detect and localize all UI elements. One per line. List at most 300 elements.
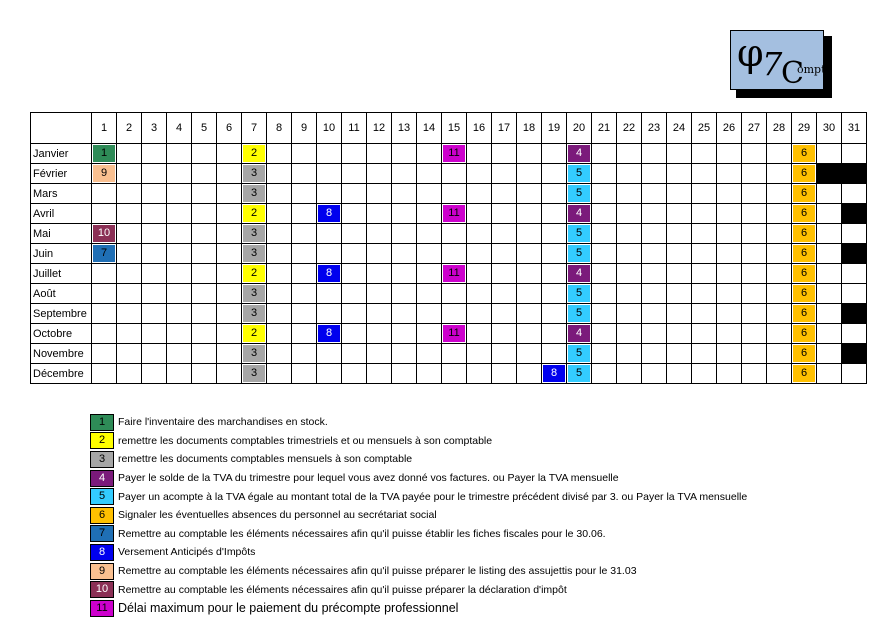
day-cell [592,184,617,204]
deadline-code: 11 [443,325,465,342]
day-cell [342,344,367,364]
day-cell [692,324,717,344]
day-cell [542,284,567,304]
day-cell [342,264,367,284]
day-cell [592,284,617,304]
day-header: 24 [667,113,692,144]
legend-code-box: 10 [90,581,114,598]
day-cell [817,184,842,204]
month-row [31,344,867,364]
day-header: 8 [267,113,292,144]
day-cell [517,184,542,204]
day-cell [642,184,667,204]
month-label: Juillet [31,264,92,284]
logo-seven: 7 [762,45,783,83]
month-label: Novembre [31,344,92,364]
deadline-cell [567,304,592,324]
day-cell [317,164,342,184]
day-cell [592,364,617,384]
deadline-code: 11 [443,265,465,282]
deadline-cell [567,324,592,344]
day-cell [317,284,342,304]
month-label: Janvier [31,144,92,164]
deadline-code: 2 [243,265,265,282]
day-cell [267,244,292,264]
day-cell [617,344,642,364]
day-cell [842,284,867,304]
day-cell [367,304,392,324]
day-cell [517,244,542,264]
day-cell [217,304,242,324]
deadline-code: 5 [568,185,590,202]
day-cell [542,224,567,244]
day-cell [392,284,417,304]
legend-text: Remettre au comptable les éléments nécessaires afin qu'il puisse établir les fiches fiscales pour le 30.06. [118,527,606,540]
day-cell [217,244,242,264]
day-cell [667,164,692,184]
deadline-code: 8 [543,365,565,382]
day-cell [317,144,342,164]
day-cell [467,164,492,184]
day-cell [492,144,517,164]
day-cell [317,184,342,204]
legend-text: Payer le solde de la TVA du trimestre pour lequel vous avez donné vos factures. ou Payer la TVA mensuelle [118,472,619,485]
legend-code-box: 7 [90,525,114,542]
month-label: Septembre [31,304,92,324]
day-cell [517,164,542,184]
day-cell [667,284,692,304]
day-cell [692,284,717,304]
day-cell [117,144,142,164]
day-cell [742,204,767,224]
deadline-cell [442,144,467,164]
deadline-code: 3 [243,245,265,262]
day-cell [117,184,142,204]
logo-c: C [781,56,804,91]
deadline-code: 5 [568,285,590,302]
day-cell [367,204,392,224]
day-cell [592,304,617,324]
day-cell [267,224,292,244]
day-cell [417,164,442,184]
day-cell [392,364,417,384]
deadline-code: 3 [243,285,265,302]
day-cell [117,284,142,304]
unused-day-cell [842,164,867,184]
day-cell [167,164,192,184]
day-cell [617,224,642,244]
deadline-cell [792,144,817,164]
day-cell [617,264,642,284]
day-cell [467,324,492,344]
day-header: 25 [692,113,717,144]
month-label: Février [31,164,92,184]
day-cell [467,244,492,264]
day-cell [467,344,492,364]
day-cell [192,184,217,204]
day-cell [717,344,742,364]
day-cell [192,264,217,284]
day-cell [417,204,442,224]
header-row [31,113,867,144]
day-cell [292,364,317,384]
day-header: 3 [142,113,167,144]
deadline-code: 11 [443,205,465,222]
deadline-cell [792,164,817,184]
deadline-code: 6 [793,145,815,162]
day-cell [292,264,317,284]
day-cell [842,184,867,204]
legend-code-box: 1 [90,414,114,431]
day-cell [692,364,717,384]
day-cell [542,244,567,264]
day-cell [317,304,342,324]
day-header: 16 [467,113,492,144]
day-cell [442,224,467,244]
day-cell [292,164,317,184]
day-cell [167,184,192,204]
day-cell [267,344,292,364]
deadline-cell [92,164,117,184]
day-cell [492,324,517,344]
day-cell [492,344,517,364]
deadline-code: 5 [568,165,590,182]
day-cell [267,144,292,164]
deadline-code: 6 [793,165,815,182]
deadline-cell [567,204,592,224]
day-cell [592,144,617,164]
day-cell [742,264,767,284]
day-cell [492,364,517,384]
deadline-code: 3 [243,225,265,242]
day-cell [367,364,392,384]
legend-text: Versement Anticipés d'Impôts [118,546,256,559]
day-cell [117,264,142,284]
day-cell [367,324,392,344]
day-cell [467,304,492,324]
deadline-code: 3 [243,365,265,382]
day-cell [392,204,417,224]
day-cell [492,304,517,324]
month-row [31,324,867,344]
day-cell [367,144,392,164]
day-cell [267,364,292,384]
month-label: Décembre [31,364,92,384]
day-cell [417,244,442,264]
deadline-cell [792,184,817,204]
day-cell [467,264,492,284]
day-cell [342,204,367,224]
deadline-code: 8 [318,325,340,342]
day-cell [542,164,567,184]
unused-day-cell [842,344,867,364]
day-cell [717,324,742,344]
day-cell [292,344,317,364]
day-cell [442,284,467,304]
deadline-code: 4 [568,205,590,222]
deadline-code: 3 [243,345,265,362]
day-cell [392,264,417,284]
day-cell [267,184,292,204]
day-cell [817,324,842,344]
day-header: 11 [342,113,367,144]
day-header: 26 [717,113,742,144]
day-cell [667,184,692,204]
day-cell [542,204,567,224]
day-header: 13 [392,113,417,144]
day-cell [217,264,242,284]
deadline-cell [792,304,817,324]
day-cell [492,244,517,264]
day-cell [267,284,292,304]
day-cell [167,224,192,244]
corner-cell [31,113,92,144]
day-cell [742,344,767,364]
day-cell [717,264,742,284]
day-cell [842,144,867,164]
day-cell [142,304,167,324]
day-cell [342,164,367,184]
day-cell [267,324,292,344]
day-cell [767,324,792,344]
day-cell [417,324,442,344]
day-cell [742,144,767,164]
day-cell [217,224,242,244]
legend-text: Faire l'inventaire des marchandises en stock. [118,416,328,429]
day-cell [192,304,217,324]
day-cell [742,324,767,344]
legend-text: remettre les documents comptables mensuels à son comptable [118,453,413,466]
deadline-code: 2 [243,205,265,222]
legend-item [90,413,747,432]
day-cell [692,224,717,244]
day-cell [717,224,742,244]
day-header: 29 [792,113,817,144]
day-cell [742,244,767,264]
day-cell [142,164,167,184]
day-cell [817,344,842,364]
day-cell [192,144,217,164]
day-cell [292,324,317,344]
day-cell [717,184,742,204]
day-cell [442,304,467,324]
day-cell [492,204,517,224]
day-cell [117,204,142,224]
day-cell [392,324,417,344]
day-cell [817,244,842,264]
day-cell [342,184,367,204]
deadline-code: 5 [568,225,590,242]
day-cell [367,264,392,284]
day-cell [717,364,742,384]
day-cell [192,364,217,384]
day-cell [192,204,217,224]
deadline-cell [542,364,567,384]
day-cell [592,324,617,344]
day-cell [742,304,767,324]
day-header: 15 [442,113,467,144]
deadline-cell [317,264,342,284]
day-cell [667,304,692,324]
deadline-code: 1 [93,145,115,162]
day-cell [467,364,492,384]
day-cell [542,344,567,364]
day-cell [392,184,417,204]
legend-text: Payer un acompte à la TVA égale au montant total de la TVA payée pour le trimestre précédent divisé par 3. ou Payer la TVA mensuelle [118,490,748,503]
deadline-cell [567,344,592,364]
day-cell [92,184,117,204]
deadline-cell [567,184,592,204]
deadline-cell [242,224,267,244]
day-cell [817,304,842,324]
day-cell [367,164,392,184]
day-cell [642,284,667,304]
day-cell [667,324,692,344]
unused-day-cell [842,204,867,224]
day-cell [292,284,317,304]
day-cell [717,164,742,184]
deadline-code: 4 [568,145,590,162]
day-cell [492,164,517,184]
day-cell [767,304,792,324]
deadline-code: 3 [243,185,265,202]
deadline-cell [242,144,267,164]
day-cell [517,144,542,164]
day-cell [267,164,292,184]
day-cell [742,184,767,204]
legend-code-box: 9 [90,563,114,580]
legend-item [90,432,747,451]
day-cell [542,184,567,204]
deadline-code: 6 [793,185,815,202]
deadline-code: 3 [243,165,265,182]
day-cell [817,364,842,384]
day-cell [642,324,667,344]
day-cell [592,204,617,224]
deadline-code: 5 [568,305,590,322]
deadline-cell [567,244,592,264]
deadline-cell [792,344,817,364]
day-cell [392,144,417,164]
day-cell [642,144,667,164]
day-cell [617,364,642,384]
deadline-cell [792,244,817,264]
day-cell [442,364,467,384]
day-cell [317,364,342,384]
legend-item [90,506,747,525]
day-cell [92,264,117,284]
day-header: 20 [567,113,592,144]
day-cell [767,364,792,384]
deadline-cell [792,284,817,304]
day-cell [317,344,342,364]
day-cell [517,364,542,384]
day-header: 22 [617,113,642,144]
day-cell [217,164,242,184]
day-cell [717,144,742,164]
day-cell [842,364,867,384]
deadline-code: 3 [243,305,265,322]
day-cell [542,304,567,324]
day-cell [417,144,442,164]
day-cell [417,364,442,384]
day-cell [442,344,467,364]
day-header: 31 [842,113,867,144]
day-cell [142,184,167,204]
day-cell [617,184,642,204]
day-cell [842,324,867,344]
day-cell [392,244,417,264]
day-cell [517,304,542,324]
month-label: Mai [31,224,92,244]
day-cell [142,244,167,264]
day-cell [517,324,542,344]
day-cell [592,264,617,284]
day-cell [92,364,117,384]
day-cell [517,204,542,224]
day-cell [417,344,442,364]
day-cell [817,204,842,224]
legend-text: remettre les documents comptables trimestriels et ou mensuels à son comptable [118,434,493,447]
day-cell [692,244,717,264]
legend-text: Remettre au comptable les éléments nécessaires afin qu'il puisse préparer la déclaration d'impôt [118,583,567,596]
deadline-cell [242,324,267,344]
day-cell [442,184,467,204]
day-header: 21 [592,113,617,144]
day-cell [667,364,692,384]
day-cell [92,304,117,324]
day-cell [142,284,167,304]
day-cell [767,264,792,284]
day-cell [142,204,167,224]
legend-code-box: 5 [90,488,114,505]
deadline-code: 7 [93,245,115,262]
day-cell [292,144,317,164]
day-cell [342,284,367,304]
day-cell [167,324,192,344]
day-cell [192,224,217,244]
deadline-code: 4 [568,325,590,342]
day-cell [767,244,792,264]
day-cell [167,364,192,384]
day-header: 27 [742,113,767,144]
day-cell [117,324,142,344]
day-cell [692,344,717,364]
day-cell [742,284,767,304]
deadline-code: 6 [793,245,815,262]
month-row [31,284,867,304]
month-label: Octobre [31,324,92,344]
day-header: 2 [117,113,142,144]
day-cell [417,284,442,304]
day-header: 10 [317,113,342,144]
day-cell [667,144,692,164]
day-cell [117,344,142,364]
day-cell [767,204,792,224]
month-row [31,204,867,224]
deadline-cell [442,264,467,284]
unused-day-cell [842,304,867,324]
day-cell [467,284,492,304]
day-cell [217,284,242,304]
legend-code-box: 8 [90,544,114,561]
day-cell [692,144,717,164]
day-cell [192,284,217,304]
day-cell [742,164,767,184]
deadline-cell [567,144,592,164]
day-cell [367,244,392,264]
deadline-code: 6 [793,325,815,342]
